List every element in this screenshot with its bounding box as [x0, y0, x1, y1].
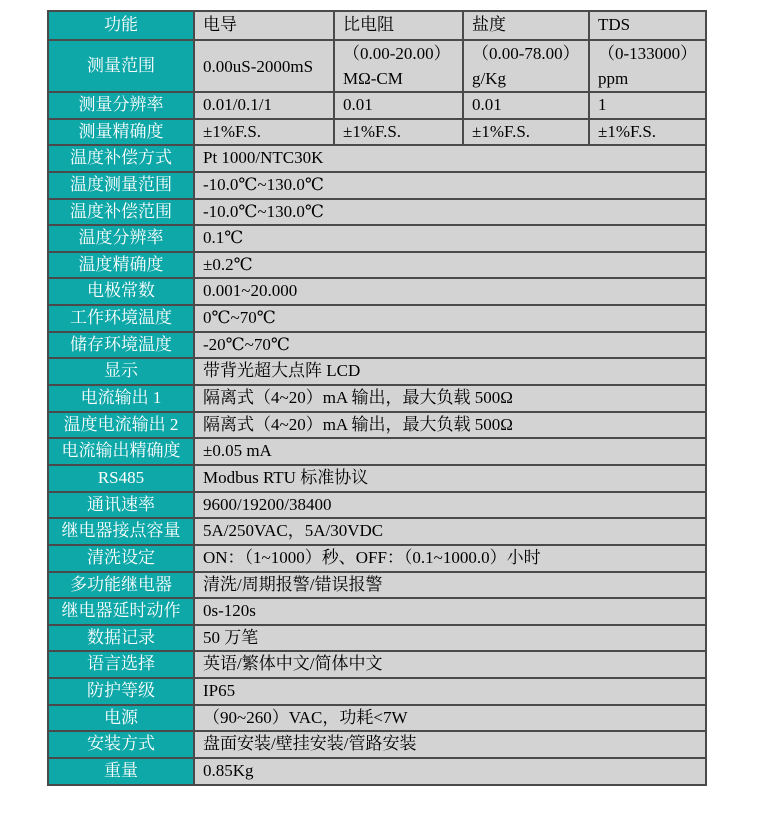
accuracy-cell: ±1%F.S.	[194, 119, 334, 146]
spec-value: Pt 1000/NTC30K	[194, 145, 706, 172]
table-row	[48, 252, 706, 279]
accuracy-cell: ±1%F.S.	[334, 119, 463, 146]
col-header-tds: TDS	[589, 11, 706, 40]
resolution-cell: 1	[589, 92, 706, 119]
table-row	[48, 545, 706, 572]
spec-label: 显示	[48, 358, 194, 385]
range-line1: 0.00uS-2000mS	[203, 56, 314, 76]
table-row	[48, 651, 706, 678]
spec-value: ON：（1~1000）秒、OFF：（0.1~1000.0）小时	[194, 545, 706, 572]
spec-value: 盘面安装/壁挂安装/管路安装	[194, 731, 706, 758]
range-cell-salinity	[463, 40, 589, 92]
spec-label: 工作环境温度	[48, 305, 194, 332]
table-row-resolution	[48, 92, 706, 119]
table-row	[48, 731, 706, 758]
table-row	[48, 305, 706, 332]
spec-label: 储存环境温度	[48, 332, 194, 359]
table-row	[48, 572, 706, 599]
spec-value: ±0.05 mA	[194, 438, 706, 465]
spec-value: 隔离式（4~20）mA 输出，最大负载 500Ω	[194, 385, 706, 412]
row-label-accuracy: 测量精确度	[48, 119, 194, 146]
spec-label: 温度电流输出 2	[48, 412, 194, 439]
col-header-salinity: 盐度	[463, 11, 589, 40]
table-row	[48, 385, 706, 412]
spec-value: IP65	[194, 678, 706, 705]
spec-label: 数据记录	[48, 625, 194, 652]
spec-value: 0℃~70℃	[194, 305, 706, 332]
spec-label: RS485	[48, 465, 194, 492]
table-row	[48, 145, 706, 172]
spec-value: 0.001~20.000	[194, 278, 706, 305]
spec-label: 重量	[48, 758, 194, 785]
resolution-cell: 0.01	[463, 92, 589, 119]
spec-label: 继电器接点容量	[48, 518, 194, 545]
table-row	[48, 705, 706, 732]
range-cell-resistivity	[334, 40, 463, 92]
row-label-measure-range: 测量范围	[48, 40, 194, 92]
table-row	[48, 465, 706, 492]
table-row	[48, 518, 706, 545]
table-row	[48, 225, 706, 252]
table-row	[48, 625, 706, 652]
spec-label: 温度测量范围	[48, 172, 194, 199]
range-line2: MΩ-CM	[343, 69, 403, 88]
spec-value: -10.0℃~130.0℃	[194, 199, 706, 226]
range-cell-tds	[589, 40, 706, 92]
resolution-cell: 0.01/0.1/1	[194, 92, 334, 119]
table-row	[48, 598, 706, 625]
resolution-cell: 0.01	[334, 92, 463, 119]
table-row	[48, 758, 706, 785]
spec-value: -20℃~70℃	[194, 332, 706, 359]
table-row	[48, 412, 706, 439]
spec-table	[47, 10, 707, 786]
row-label-resolution: 测量分辨率	[48, 92, 194, 119]
spec-value: ±0.2℃	[194, 252, 706, 279]
table-row	[48, 172, 706, 199]
spec-value: 带背光超大点阵 LCD	[194, 358, 706, 385]
spec-value: Modbus RTU 标准协议	[194, 465, 706, 492]
spec-value: 英语/繁体中文/简体中文	[194, 651, 706, 678]
spec-label: 电源	[48, 705, 194, 732]
spec-label: 清洗设定	[48, 545, 194, 572]
spec-value: 0.85Kg	[194, 758, 706, 785]
table-row-function	[48, 11, 706, 40]
spec-label: 语言选择	[48, 651, 194, 678]
col-header-resistivity: 比电阻	[334, 11, 463, 40]
range-line1: （0-133000）	[598, 44, 698, 63]
range-line2: ppm	[598, 69, 629, 88]
accuracy-cell: ±1%F.S.	[589, 119, 706, 146]
spec-label: 通讯速率	[48, 492, 194, 519]
table-row	[48, 492, 706, 519]
spec-label: 温度补偿范围	[48, 199, 194, 226]
range-cell-conductivity	[194, 40, 334, 92]
table-row	[48, 438, 706, 465]
row-label-function: 功能	[48, 11, 194, 40]
range-line1: （0.00-78.00）	[472, 44, 580, 63]
table-row	[48, 332, 706, 359]
spec-label: 电流输出精确度	[48, 438, 194, 465]
spec-label: 温度精确度	[48, 252, 194, 279]
spec-label: 电极常数	[48, 278, 194, 305]
spec-value: 清洗/周期报警/错误报警	[194, 572, 706, 599]
spec-label: 安装方式	[48, 731, 194, 758]
spec-label: 防护等级	[48, 678, 194, 705]
spec-value: 9600/19200/38400	[194, 492, 706, 519]
range-line2: g/Kg	[472, 69, 506, 88]
col-header-conductivity: 电导	[194, 11, 334, 40]
spec-value: -10.0℃~130.0℃	[194, 172, 706, 199]
spec-label: 温度补偿方式	[48, 145, 194, 172]
table-row-accuracy	[48, 119, 706, 146]
table-row-measure-range	[48, 40, 706, 92]
table-row	[48, 678, 706, 705]
spec-value: 0s-120s	[194, 598, 706, 625]
table-row	[48, 358, 706, 385]
spec-label: 多功能继电器	[48, 572, 194, 599]
spec-value: 0.1℃	[194, 225, 706, 252]
spec-label: 继电器延时动作	[48, 598, 194, 625]
table-row	[48, 199, 706, 226]
table-row	[48, 278, 706, 305]
spec-label: 电流输出 1	[48, 385, 194, 412]
spec-label: 温度分辨率	[48, 225, 194, 252]
range-line1: （0.00-20.00）	[343, 44, 451, 63]
spec-value: 50 万笔	[194, 625, 706, 652]
spec-value: （90~260）VAC，功耗<7W	[194, 705, 706, 732]
spec-value: 隔离式（4~20）mA 输出，最大负载 500Ω	[194, 412, 706, 439]
spec-value: 5A/250VAC，5A/30VDC	[194, 518, 706, 545]
accuracy-cell: ±1%F.S.	[463, 119, 589, 146]
